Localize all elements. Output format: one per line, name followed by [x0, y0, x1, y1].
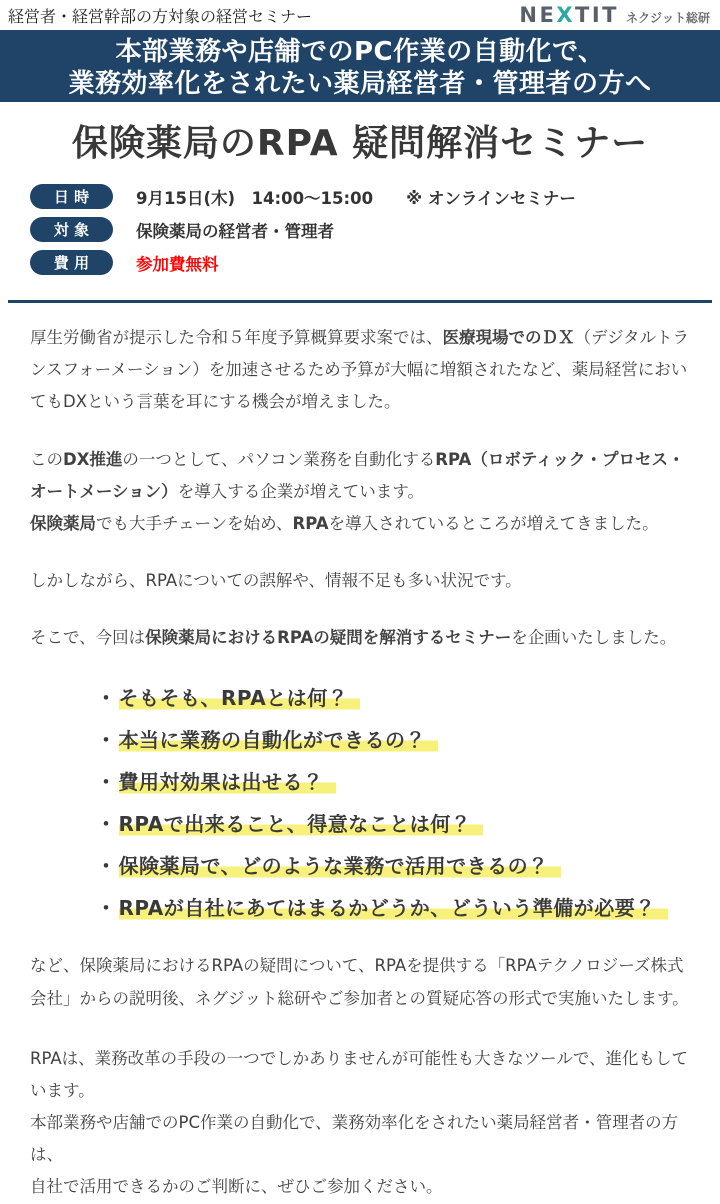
- bullet-marker: ・: [96, 896, 117, 921]
- datetime-value: 9月15日(木) 14:00～15:00 ※ オンラインセミナー: [136, 188, 576, 208]
- info-section: [0, 174, 720, 293]
- closing-paragraph: [30, 1043, 694, 1204]
- body-content: [0, 303, 720, 1204]
- intro-paragraph-2-line-1: このDX推進の一つとして、パソコン業務を自動化するRPA（ロボティック・プロセス・オートメーション）を導入する企業が増えています。: [30, 449, 685, 501]
- question-text: 本当に業務の自動化ができるの？: [119, 728, 439, 752]
- intro-paragraph-4: そこで、今回は保険薬局におけるRPAの疑問を解消するセミナーを企画いたしました。: [30, 628, 677, 648]
- question-text: RPAで出来ること、得意なことは何？: [119, 812, 484, 836]
- datetime-label-pill: 日 時: [30, 184, 113, 209]
- outro-paragraph: など、保険薬局におけるRPAの疑問について、RPAを提供する「RPAテクノロジーズ株式会社」からの説明後、ネグジット総研やご参加者との質疑応答の形式で実施いたします。: [30, 956, 689, 1008]
- question-item: [96, 813, 694, 836]
- intro-paragraph-1: 厚生労働省が提示した令和５年度予算概算要求案では、医療現場でのＤＸ（デジタルトランスフォーメーション）を加速させるため予算が大幅に増額されたなど、薬局経営においてもDXという言葉を耳にする機会が増えました。: [30, 328, 690, 412]
- info-row-audience: [30, 217, 720, 242]
- fee-label-pill: 費 用: [30, 250, 113, 275]
- question-text: 保険薬局で、どのような業務で活用できるの？: [119, 854, 561, 878]
- logo-subtitle: ネクジット総研: [625, 11, 710, 25]
- question-item: [96, 687, 694, 710]
- closing-line: 本部業務や店舗でのPC作業の自動化で、業務効率化をされたい薬局経営者・管理者の方は、: [30, 1113, 679, 1165]
- banner-line-2: 業務効率化をされたい薬局経営者・管理者の方へ: [68, 68, 652, 99]
- hero-banner: [0, 30, 720, 102]
- question-item: [96, 897, 694, 920]
- question-item: [96, 729, 694, 752]
- question-text: そもそも、RPAとは何？: [119, 686, 361, 710]
- logo-wordmark: [519, 5, 619, 26]
- question-item: [96, 855, 694, 878]
- seminar-title: 保険薬局のRPA 疑問解消セミナー: [71, 123, 649, 164]
- audience-label-pill: 対 象: [30, 217, 113, 242]
- question-item: [96, 771, 694, 794]
- question-text: 費用対効果は出せる？: [119, 770, 336, 794]
- intro-paragraph-2-line-2: 保険薬局でも大手チェーンを始め、RPAを導入されているところが増えてきました。: [30, 513, 659, 533]
- bullet-marker: ・: [96, 854, 117, 879]
- logo-letters-ne: NE: [519, 3, 557, 27]
- fee-value: 参加費無料: [136, 254, 219, 274]
- banner-line-1: 本部業務や店舗でのPC作業の自動化で、: [115, 37, 605, 67]
- audience-value: 保険薬局の経営者・管理者: [136, 221, 334, 241]
- logo-letters-tit: TIT: [575, 3, 619, 27]
- bullet-marker: ・: [96, 770, 117, 795]
- closing-line: RPAは、業務改革の手段の一つでしかありませんが可能性も大きなツールで、進化もしています。: [30, 1048, 688, 1100]
- bullet-marker: ・: [96, 812, 117, 837]
- closing-line: 自社で活用できるかのご判断に、ぜひご参加ください。: [30, 1177, 443, 1197]
- nextit-logo: [519, 5, 710, 26]
- intro-paragraph-2: [30, 444, 694, 541]
- bullet-marker: ・: [96, 728, 117, 753]
- info-row-datetime: [30, 184, 720, 209]
- question-text: RPAが自社にあてはまるかどうか、どういう準備が必要？: [119, 896, 668, 920]
- header: [0, 0, 720, 30]
- question-list: [96, 687, 694, 920]
- intro-paragraph-3: しかしながら、RPAについての誤解や、情報不足も多い状況です。: [30, 571, 522, 591]
- bullet-marker: ・: [96, 686, 117, 711]
- info-row-fee: [30, 250, 720, 275]
- eyebrow-text: 経営者・経営幹部の方対象の経営セミナー: [8, 7, 313, 26]
- logo-letter-x: X: [556, 3, 576, 27]
